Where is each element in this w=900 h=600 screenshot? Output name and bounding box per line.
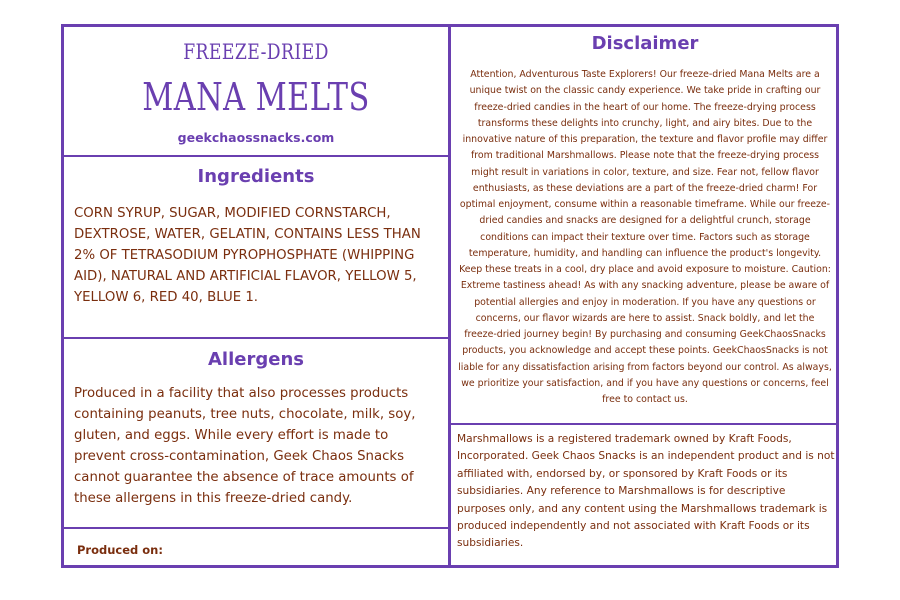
title-freeze-dried: FREEZE-DRIED — [183, 40, 329, 64]
center-divider — [448, 24, 451, 568]
product-name: MANA MELTS — [142, 75, 370, 119]
disclaimer-section — [451, 33, 839, 54]
ingredients-text: CORN SYRUP, SUGAR, MODIFIED CORNSTARCH, DEXTROSE, WATER, GELATIN, CONTAINS LESS THAN 2% OF TETRASODIUM PYROPHOSPHATE (WHIPPING AID), NATURAL AND ARTIFICIAL FLAVOR, YELLOW 5, YELLOW 6, RED 40, BLUE 1. — [74, 206, 421, 305]
divider-ingredients-allergens — [61, 337, 450, 339]
allergens-heading: Allergens — [208, 349, 304, 370]
divider-disclaimer-trademark — [449, 423, 839, 425]
disclaimer-heading: Disclaimer — [591, 33, 699, 54]
trademark-text: Marshmallows is a registered trademark owned by Kraft Foods, Incorporated. Geek Chaos Snacks is an independent product and is not affiliated with, endorsed by, or sponsored by Kraft Foods or its subsidiaries. Any reference to Marshmallows is for descriptive purposes only, and any content using the Marshmallows trademark is produced independently and not associated with Kraft Foods or its subsidiaries. — [457, 433, 835, 550]
website-url: geekchaossnacks.com — [177, 130, 335, 145]
ingredients-heading: Ingredients — [197, 166, 315, 187]
title-section — [64, 40, 448, 64]
divider-allergens-produced — [61, 527, 450, 529]
website-wrapper — [64, 130, 448, 145]
divider-title-ingredients — [61, 155, 450, 157]
disclaimer-text: Attention, Adventurous Taste Explorers! Our freeze-dried Mana Melts are a unique twist on the classic candy experience. We take pride in crafting our freeze-dried candies in the heart of our home. The freeze-drying process transforms these delights into crunchy, light, and airy bites. Due to the innovative nature of this preparation, the texture and flavor profile may differ from traditional Marshmallows. Please note that the freeze-drying process might result in variations in color, texture, and size. Fear not, fellow flavor enthusiasts, as these deviations are a part of the freeze-dried charm! For optimal enjoyment, consume within a reasonable timeframe. While our freeze-dried candies and snacks are designed for a delightful crunch, storage conditions can impact their texture over time. Factors such as storage temperature, humidity, and handling can influence the product's longevity. Keep these treats in a cool, dry place and avoid exposure to moisture. Caution: Extreme tastiness ahead! As with any snacking adventure, please be aware of potential allergies and enjoy in moderation. If you have any questions or concerns, our flavor wizards are here to assist. Snack boldly, and let the freeze-dried journey begin! By purchasing and consuming GeekChaosSnacks products, you acknowledge and accept these points. GeekChaosSnacks is not liable for any dissatisfaction arising from factors beyond our control. As always, we prioritize your satisfaction, and if you have any questions or concerns, feel free to contact us. — [458, 69, 832, 405]
title-main — [64, 76, 448, 118]
allergens-section — [64, 349, 448, 370]
produced-on-label: Produced on: — [77, 543, 163, 557]
ingredients-section — [64, 166, 448, 187]
allergens-text: Produced in a facility that also processes products containing peanuts, tree nuts, chocolate, milk, soy, gluten, and eggs. While every effort is made to prevent cross-contamination, Geek Chaos Snacks cannot guarantee the absence of trace amounts of these allergens in this freeze-dried candy. — [74, 386, 416, 506]
